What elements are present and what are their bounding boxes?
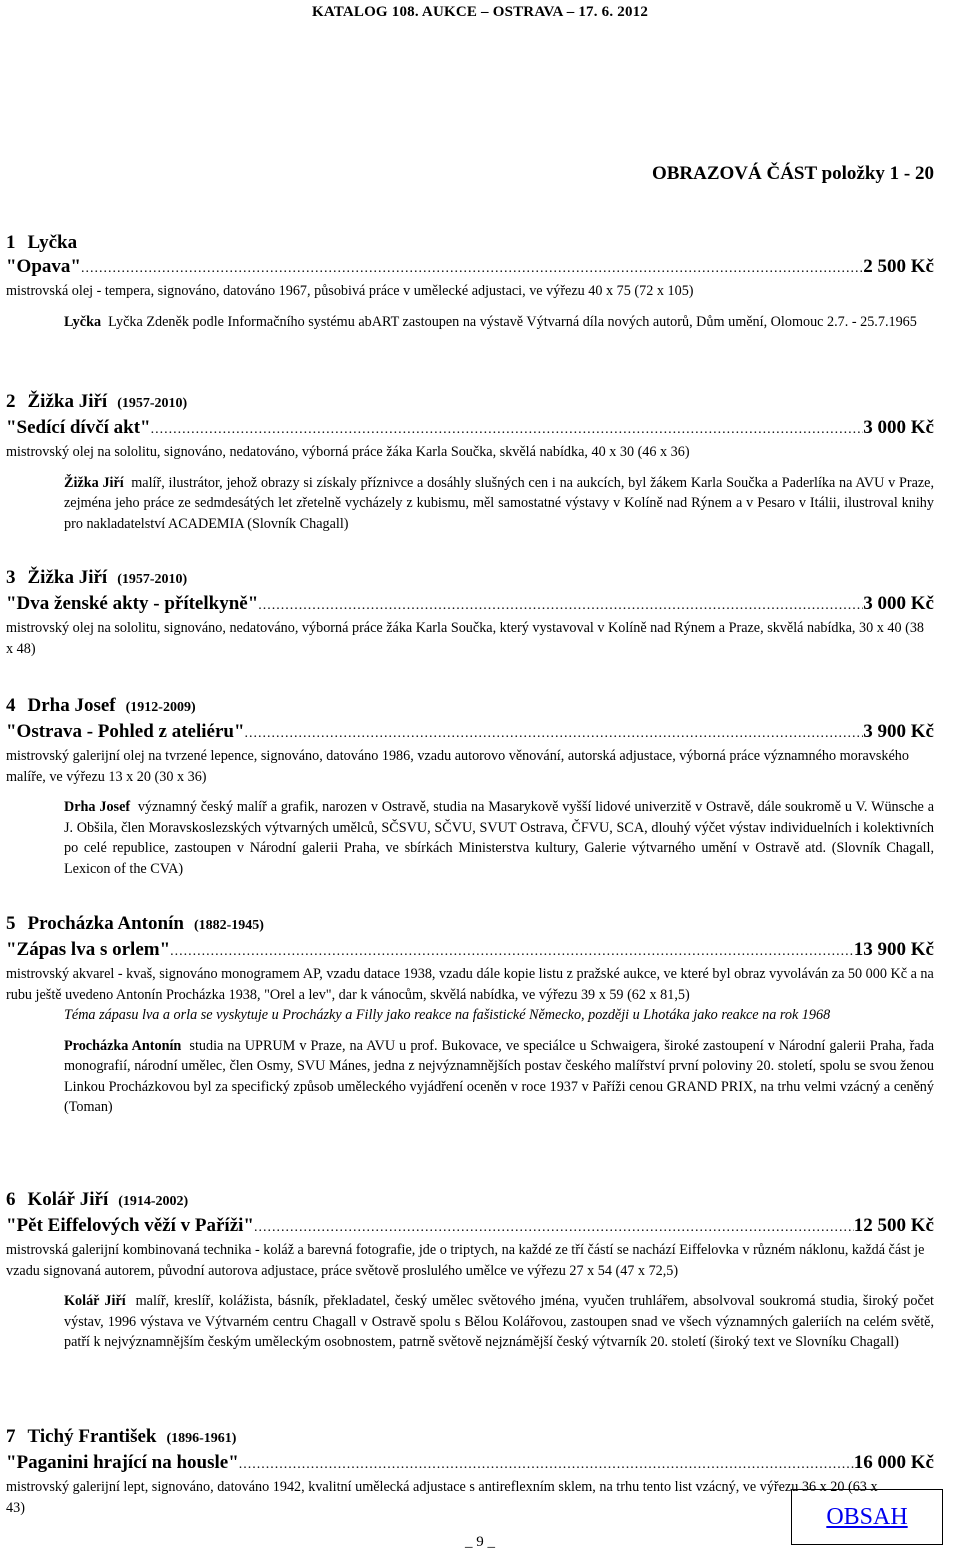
item-artist: Lyčka <box>27 232 78 253</box>
italic-remark: Téma zápasu lva a orla se vyskytuje u Procházky a Filly jako reakce na fašistické Německo, později u Lhotáka jako reakce na rok 1968 <box>64 1007 831 1023</box>
item-price: 3 000 Kč <box>863 417 934 438</box>
item-artist: Žižka Jiří <box>27 391 108 412</box>
item-number: 7 <box>6 1426 16 1447</box>
section-title: OBRAZOVÁ ČÁST položky 1 - 20 <box>651 163 934 184</box>
catalog-item-6 <box>6 1188 934 1353</box>
item-years: (1882-1945) <box>193 918 264 933</box>
item-artist: Procházka Antonín <box>27 913 184 934</box>
item-years: (1957-2010) <box>117 572 188 587</box>
item-number: 1 <box>6 232 16 253</box>
note-artist-name: Lyčka <box>64 313 102 330</box>
note-artist-name: Kolář Jiří <box>64 1293 126 1309</box>
item-price: 16 000 Kč <box>853 1452 934 1473</box>
artist-note <box>64 1291 934 1353</box>
artist-note <box>64 797 934 879</box>
item-price: 12 500 Kč <box>853 1215 934 1236</box>
item-description: mistrovská olej - tempera, signováno, datováno 1967, působivá práce v umělecké adjustaci, ve výřezu 40 x 75 (72 x 105) <box>6 283 694 299</box>
item-artist: Kolář Jiří <box>27 1189 109 1210</box>
item-description: mistrovská galerijní kombinovaná technika - koláž a barevná fotografie, jde o triptych, na každé ze tří částí se nachází Eiffelovka v různém náklonu, každá část je vzadu signovaná autorem, původní autorova adjustace, práce světově proslulého umělce ve výřezu 27 x 54 (47 x 72,5) <box>6 1242 925 1279</box>
item-title: "Sedící dívčí akt" <box>6 417 151 438</box>
note-text: malíř, kreslíř, kolážista, básník, překladatel, český umělec světového jména, vyučen truhlářem, absolvoval soukromá studia, široký počet výstav, 1996 výstava ve Výtvarném centru Chagall v Ostravě spolu s Bělou Kolářovou, zastoupen snad ve všech významných galeriích na celém světě, patří k nejvýznamnějším českým uměleckým osobnostem, patrně světově nejznámější český výtvarník 20. století (široký text ve Slovníku Chagall) <box>64 1293 935 1350</box>
item-title: "Pět Eiffelových věží v Paříži" <box>6 1215 254 1236</box>
catalog-item-1 <box>6 231 934 332</box>
item-description: mistrovský akvarel - kvaš, signováno monogramem AP, vzadu datace 1938, vzadu dále kopie listu z pražské aukce, ve které byl obraz vyvoláván za 50 000 Kč a na rubu ještě uvedeno Antonín Procházka 1938, "Orel a lev", dar k vánocům, skvělá nabídka, ve výřezu 39 x 59 (62 x 81,5) <box>6 966 934 1003</box>
leader-dots <box>258 594 863 618</box>
artist-note <box>64 312 934 333</box>
item-title: "Zápas lva s orlem" <box>6 939 171 960</box>
leader-dots <box>239 1453 854 1477</box>
item-artist: Tichý František <box>27 1426 157 1447</box>
item-title: "Ostrava - Pohled z ateliéru" <box>6 721 245 742</box>
item-artist: Žižka Jiří <box>27 567 108 588</box>
item-number: 5 <box>6 913 16 934</box>
item-price: 13 900 Kč <box>853 939 934 960</box>
catalog-header: KATALOG 108. AUKCE – OSTRAVA – 17. 6. 2012 <box>311 4 649 20</box>
obsah-link[interactable]: OBSAH <box>826 1503 908 1530</box>
note-text: Lyčka Zdeněk podle Informačního systému abART zastoupen na výstavě Výtvarná díla nových autorů, Dům umění, Olomouc 2.7. - 25.7.1965 <box>108 313 917 330</box>
leader-dots <box>245 722 864 746</box>
item-years: (1914-2002) <box>118 1194 189 1209</box>
leader-dots <box>254 1216 854 1240</box>
note-artist-name: Procházka Antonín <box>64 1037 182 1054</box>
note-artist-name: Žižka Jiří <box>64 474 124 491</box>
leader-dots <box>81 257 863 281</box>
artist-note <box>64 473 934 535</box>
artist-note <box>64 1036 934 1118</box>
item-title: "Paganini hrající na housle" <box>6 1452 239 1473</box>
item-price: 3 900 Kč <box>863 721 934 742</box>
note-text: studia na UPRUM v Praze, na AVU u prof. Bukovace, ve speciálce u Schwaigera, široké zastoupení v Národní galerii Praha, řada monografií, národní umělec, člen Osmy, SVU Mánes, jedna z nejvýznamnějších postav českého malířství první poloviny 20. století, spolu se svou ženou Linkou Procházkovou byl za specifický způsob uměleckého vyjádření oceněn v roce 1937 v Paříži cenou GRAND PRIX, na trhu velmi vzácný a ceněný (Toman) <box>64 1037 935 1115</box>
item-title: "Opava" <box>6 256 81 277</box>
item-price: 2 500 Kč <box>863 256 934 277</box>
item-price: 3 000 Kč <box>863 593 934 614</box>
item-years: (1957-2010) <box>117 396 188 411</box>
item-number: 6 <box>6 1189 16 1210</box>
item-description: mistrovský galerijní olej na tvrzené lepence, signováno, datováno 1986, vzadu autorovo věnování, autorská adjustace, výborná práce významného moravského malíře, ve výřezu 13 x 20 (30 x 36) <box>6 748 909 785</box>
item-title: "Dva ženské akty - přítelkyně" <box>6 593 259 614</box>
item-number: 4 <box>6 695 16 716</box>
catalog-item-5 <box>6 912 934 1118</box>
note-text: malíř, ilustrátor, jehož obrazy si získaly příznivce a dosáhly slušných cen i na aukcích, byl žákem Karla Součka a Paderlíka na AVU v Praze, zejména jeho práce ze sedmdesátých let zřetelně vycházely z kubismu, měl samostatné výstavy v Kolíně nad Rýnem a v Pesaro v Itálii, ilustroval knihy pro nakladatelství ACADEMIA (Slovník Chagall) <box>64 474 935 532</box>
catalog-item-2 <box>6 390 934 534</box>
page-number: _ 9 _ <box>465 1534 495 1550</box>
leader-dots <box>170 940 854 964</box>
item-description: mistrovský galerijní lept, signováno, datováno 1942, kvalitní umělecká adjustace s antireflexním sklem, na trhu tento list vzácný, ve výřezu 36 x 20 (63 x 43) <box>6 1479 878 1516</box>
item-years: (1896-1961) <box>166 1431 237 1446</box>
item-number: 3 <box>6 567 16 588</box>
catalog-item-3 <box>6 566 934 659</box>
item-number: 2 <box>6 391 16 412</box>
note-text: významný český malíř a grafik, narozen v Ostravě, studia na Masarykově vyšší lidové univerzitě v Ostravě, dále soukromě u V. Wünsche a J. Obšila, člen Moravskoslezských výtvarných umělců, SČSVU, SČVU, SVUT Ostrava, ČFVU, SCA, dlouhý výčet výstav individuelních i kolektivních po celé republice, zastoupen v Národní galerii Praha, ve sbírkách Ministerstva kultury, Galerie výtvarného umění v Ostravě atd. (Slovník Chagall, Lexicon of the CVA) <box>64 799 935 877</box>
leader-dots <box>151 418 864 442</box>
note-artist-name: Drha Josef <box>64 799 131 815</box>
item-description: mistrovský olej na sololitu, signováno, nedatováno, výborná práce žáka Karla Součka, skvělá nabídka, 40 x 30 (46 x 36) <box>6 444 690 460</box>
item-description: mistrovský olej na sololitu, signováno, nedatováno, výborná práce žáka Karla Součka, který vystavoval v Kolíně nad Rýnem a Praze, skvělá nabídka, 30 x 40 (38 x 48) <box>6 620 925 657</box>
item-years: (1912-2009) <box>125 700 196 715</box>
catalog-item-4 <box>6 694 934 879</box>
item-artist: Drha Josef <box>27 695 116 716</box>
